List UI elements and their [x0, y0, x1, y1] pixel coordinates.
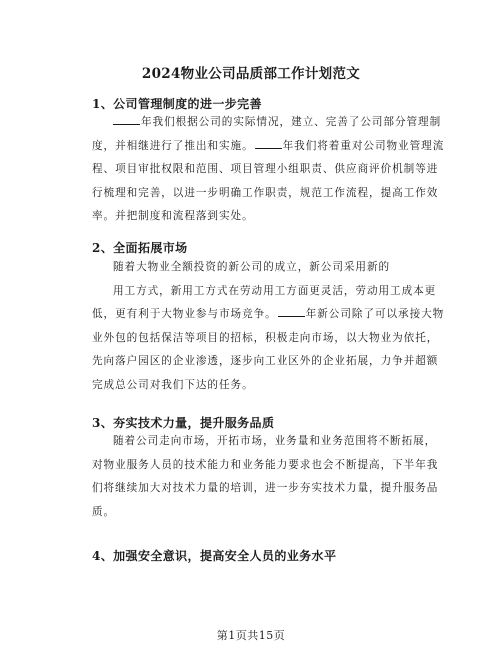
paragraph-line: 程、项目审批权限和范围、项目管理小组职责、供应商评价机制等进	[92, 163, 439, 176]
paragraph-line: 行梳理和完善，以进一步明确工作职责，规范工作流程，提高工作效	[92, 186, 439, 199]
section-heading-4: 4、加强安全意识，提高安全人员的业务水平	[92, 549, 337, 563]
section-paragraph-2	[92, 256, 445, 398]
paragraph-line: 用工方式，新用工方式在劳动用工方面更灵活，劳动用工成本更	[113, 284, 437, 297]
year-blank	[113, 115, 140, 125]
paragraph-line: 年我们根据公司的实际情况，建立、完善了公司部分管理制	[92, 111, 422, 135]
paragraph-line: 度，并相继进行了推出和实施。 年我们将着重对公司物业管理流	[92, 139, 445, 152]
section-heading-2: 2、全面拓展市场	[92, 241, 188, 255]
year-blank	[278, 307, 305, 317]
document-title: 2024物业公司品质部工作计划范文	[141, 66, 361, 82]
section-heading-3: 3、夯实技术力量，提升服务品质	[92, 416, 275, 430]
section-paragraph-1	[92, 111, 445, 229]
paragraph-line: 质。	[92, 505, 116, 518]
paragraph-line: 业外包的包括保洁等项目的招标，积极走向市场，以大物业为依托，	[92, 331, 439, 344]
paragraph-line: 随着大物业全额投资的新公司的成立，新公司采用新的	[113, 261, 391, 273]
section-heading-1: 1、公司管理制度的进一步完善	[92, 97, 262, 111]
paragraph-line: 对物业服务人员的技术能力和业务能力要求也会不断提高，下半年我	[92, 458, 439, 471]
section-paragraph-3	[92, 430, 439, 524]
paragraph-line: 完成总公司对我们下达的任务。	[92, 378, 254, 391]
paragraph-line: 先向落户园区的企业渗透，逐步向工业区外的企业拓展，力争并超额	[92, 355, 439, 368]
paragraph-line: 低，更有利于大物业参与市场竞争。 年新公司除了可以承接大物	[92, 308, 445, 321]
page-number: 第1页共15页	[216, 629, 286, 642]
year-blank	[255, 139, 282, 149]
paragraph-line: 随着公司走向市场，开拓市场，业务量和业务范围将不断拓展，	[113, 435, 437, 447]
paragraph-line: 们将继续加大对技术力量的培训，进一步夯实技术力量，提升服务品	[92, 482, 439, 495]
paragraph-line: 率。并把制度和流程落到实处。	[92, 210, 254, 223]
